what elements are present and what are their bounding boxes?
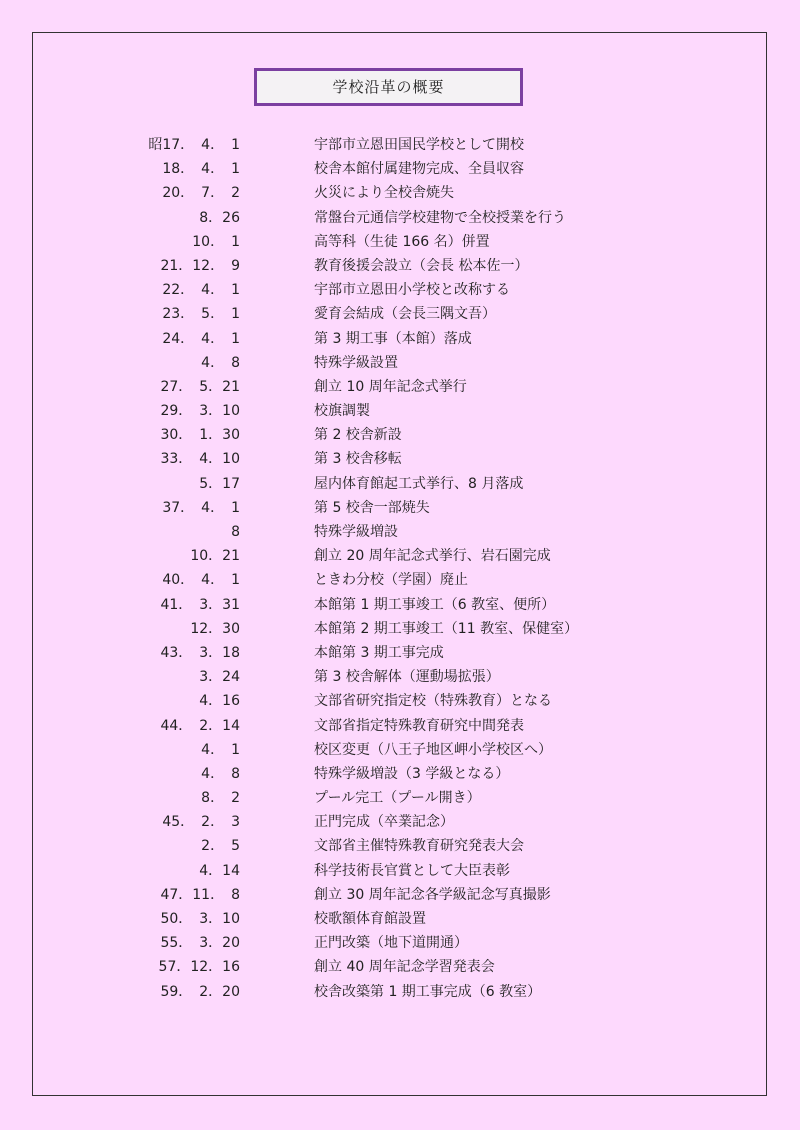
history-event: ときわ分校（学園）廃止	[314, 572, 468, 589]
history-date: 55． 3．20	[160, 935, 240, 952]
history-row	[0, 666, 800, 690]
history-row	[0, 787, 800, 811]
history-row	[0, 255, 800, 279]
history-date: 21．12． 9	[160, 257, 240, 274]
history-event: 第 2 校舎新設	[314, 427, 402, 444]
history-row	[0, 448, 800, 472]
history-row	[0, 182, 800, 206]
history-date: 50． 3．10	[160, 911, 240, 927]
history-row	[0, 303, 800, 327]
history-event: 本館第 3 期工事完成	[314, 644, 444, 661]
history-row	[0, 521, 800, 545]
history-date: 18． 4． 1	[162, 161, 240, 178]
history-row	[0, 763, 800, 787]
history-row	[0, 134, 800, 158]
history-event: 正門改築（地下道開通）	[314, 935, 468, 952]
history-row	[0, 956, 800, 980]
history-row	[0, 908, 800, 932]
history-date: 4．14	[199, 862, 240, 879]
history-row	[0, 569, 800, 593]
history-date: 昭17． 4． 1	[148, 137, 240, 153]
history-date: 43． 3．18	[160, 644, 240, 661]
history-event: 第 3 期工事（本館）落成	[314, 330, 472, 347]
history-row	[0, 497, 800, 521]
history-event: 屋内体育館起工式挙行、8 月落成	[314, 475, 524, 492]
history-row	[0, 328, 800, 352]
history-row	[0, 158, 800, 182]
history-event: 本館第 2 期工事竣工（11 教室、保健室）	[314, 620, 579, 637]
history-date: 44． 2．14	[160, 717, 240, 734]
history-event: 本館第 1 期工事竣工（6 教室、便所）	[314, 596, 556, 613]
history-date: 40． 4． 1	[162, 572, 240, 589]
history-event: 第 3 校舎解体（運動場拡張）	[314, 669, 500, 686]
history-event: 教育後援会設立（会長 松本佐一）	[314, 257, 529, 274]
history-event: 常盤台元通信学校建物で全校授業を行う	[314, 209, 566, 226]
history-row	[0, 424, 800, 448]
history-row	[0, 279, 800, 303]
history-list	[0, 134, 800, 1005]
history-event: 文部省指定特殊教育研究中間発表	[314, 717, 524, 734]
history-row	[0, 715, 800, 739]
history-date: 20． 7． 2	[162, 185, 240, 202]
history-event: 特殊学級設置	[314, 354, 398, 371]
history-date: 27． 5．21	[160, 378, 240, 395]
history-event: プール完工（プール開き）	[314, 790, 481, 807]
history-date: 47．11． 8	[160, 886, 240, 903]
history-date: 4． 8	[201, 354, 240, 371]
history-date: 12．30	[190, 620, 240, 637]
history-date: 10．21	[190, 548, 240, 565]
history-row	[0, 690, 800, 714]
history-row	[0, 835, 800, 859]
history-row	[0, 594, 800, 618]
history-event: 特殊学級増設	[314, 524, 398, 540]
history-date: 33． 4．10	[160, 451, 240, 468]
history-event: 火災により全校舎焼失	[314, 185, 454, 202]
history-row	[0, 207, 800, 231]
history-event: 文部省研究指定校（特殊教育）となる	[314, 693, 552, 710]
history-event: 第 5 校舎一部焼失	[314, 499, 430, 516]
history-event: 校旗調製	[314, 403, 370, 420]
history-event: 校歌額体育館設置	[314, 911, 426, 927]
history-row	[0, 231, 800, 255]
history-event: 愛育会結成（会長三隅文吾）	[314, 306, 496, 323]
history-row	[0, 811, 800, 835]
history-row	[0, 545, 800, 569]
history-row	[0, 981, 800, 1005]
history-date: 4． 1	[201, 741, 240, 758]
history-date: 30． 1．30	[160, 427, 240, 444]
history-row	[0, 860, 800, 884]
history-row	[0, 932, 800, 956]
history-date: 8．26	[199, 209, 240, 226]
history-date: 45． 2． 3	[162, 814, 240, 831]
history-event: 校舎改築第 1 期工事完成（6 教室）	[314, 983, 542, 1000]
history-event: 創立 20 周年記念式挙行、岩石園完成	[314, 548, 551, 565]
history-event: 第 3 校舎移転	[314, 451, 402, 468]
history-row	[0, 352, 800, 376]
history-row	[0, 739, 800, 763]
history-row	[0, 400, 800, 424]
history-event: 特殊学級増設（3 学級となる）	[314, 765, 510, 782]
history-date: 59． 2．20	[160, 983, 240, 1000]
history-date: 22． 4． 1	[162, 282, 240, 299]
page-title: 学校沿革の概要	[254, 68, 523, 106]
history-date: 57．12．16	[158, 959, 240, 976]
history-date: 8	[231, 524, 240, 540]
history-row	[0, 884, 800, 908]
history-event: 校区変更（八王子地区岬小学校区へ）	[314, 741, 552, 758]
history-event: 科学技術長官賞として大臣表彰	[314, 862, 510, 879]
history-date: 29． 3．10	[160, 403, 240, 420]
history-event: 高等科（生徒 166 名）併置	[314, 233, 490, 250]
history-event: 校舎本館付属建物完成、全員収容	[314, 161, 524, 178]
history-event: 宇部市立恩田小学校と改称する	[314, 282, 510, 299]
history-event: 創立 30 周年記念各学級記念写真撮影	[314, 886, 551, 903]
history-row	[0, 473, 800, 497]
history-event: 創立 10 周年記念式挙行	[314, 378, 467, 395]
history-event: 宇部市立恩田国民学校として開校	[314, 137, 524, 153]
history-date: 4． 8	[201, 765, 240, 782]
history-event: 創立 40 周年記念学習発表会	[314, 959, 495, 976]
history-date: 8． 2	[201, 790, 240, 807]
history-date: 3．24	[199, 669, 240, 686]
history-row	[0, 376, 800, 400]
history-date: 5．17	[199, 475, 240, 492]
history-date: 24． 4． 1	[162, 330, 240, 347]
history-row	[0, 642, 800, 666]
history-date: 23． 5． 1	[162, 306, 240, 323]
history-date: 4．16	[199, 693, 240, 710]
history-date: 2． 5	[201, 838, 240, 855]
history-row	[0, 618, 800, 642]
history-date: 37． 4． 1	[162, 499, 240, 516]
history-date: 10． 1	[192, 233, 240, 250]
history-date: 41． 3．31	[160, 596, 240, 613]
history-event: 文部省主催特殊教育研究発表大会	[314, 838, 524, 855]
history-event: 正門完成（卒業記念）	[314, 814, 454, 831]
